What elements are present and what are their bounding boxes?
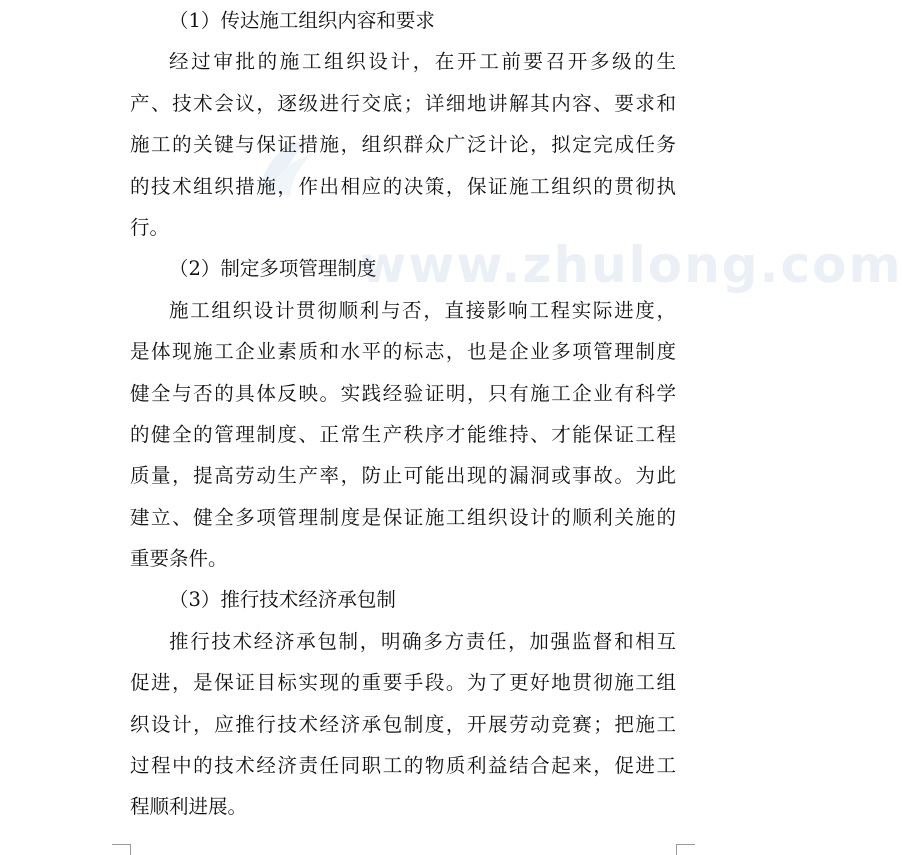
section-3-line-2: 促进，是保证目标实现的重要手段。为了更好地贯彻施工组: [130, 671, 676, 695]
section-2-line-4: 的健全的管理制度、正常生产秩序才能维持、才能保证工程: [130, 422, 676, 446]
document-body: [130, 0, 676, 828]
section-1-line-5: 行。: [130, 215, 170, 239]
section-2-line-3: 健全与否的具体反映。实践经验证明，只有施工企业有科学: [130, 381, 676, 405]
page-corner-mark-left: [112, 844, 131, 855]
section-2-line-7: 重要条件。: [130, 547, 228, 571]
section-2-line-6: 建立、健全多项管理制度是保证施工组织设计的顺利关施的: [130, 505, 676, 529]
section-1-line-4: 的技术组织措施，作出相应的决策，保证施工组织的贯彻执: [130, 174, 676, 198]
section-3-line-4: 过程中的技术经济责任同职工的物质利益结合起来，促进工: [130, 754, 676, 778]
section-3-line-1: 推行技术经济承包制，明确多方责任，加强监督和相互: [169, 629, 676, 653]
section-2-heading: （2）制定多项管理制度: [169, 257, 377, 281]
page-corner-mark-right: [676, 844, 695, 855]
section-3-line-5: 程顺利进展。: [130, 795, 248, 819]
section-3-line-3: 织设计，应推行技术经济承包制度，开展劳动竞赛；把施工: [130, 712, 676, 736]
section-2-line-5: 质量，提高劳动生产率，防止可能出现的漏洞或事故。为此: [130, 464, 676, 488]
watermark-text: www.zhulong.com: [360, 236, 903, 294]
section-1-line-3: 施工的关键与保证措施，组织群众广泛计论，拟定完成任务: [130, 133, 676, 157]
section-2-line-2: 是体现施工企业素质和水平的标志，也是企业多项管理制度: [130, 340, 676, 364]
section-1-line-1: 经过审批的施工组织设计，在开工前要召开多级的生: [169, 50, 676, 74]
section-2-line-1: 施工组织设计贯彻顺利与否，直接影响工程实际进度，: [169, 298, 676, 322]
section-1-heading: （1）传达施工组织内容和要求: [169, 9, 435, 32]
section-1-line-2: 产、技术会议，逐级进行交底；详细地讲解其内容、要求和: [130, 91, 676, 115]
section-3-heading: （3）推行技术经济承包制: [169, 588, 396, 612]
